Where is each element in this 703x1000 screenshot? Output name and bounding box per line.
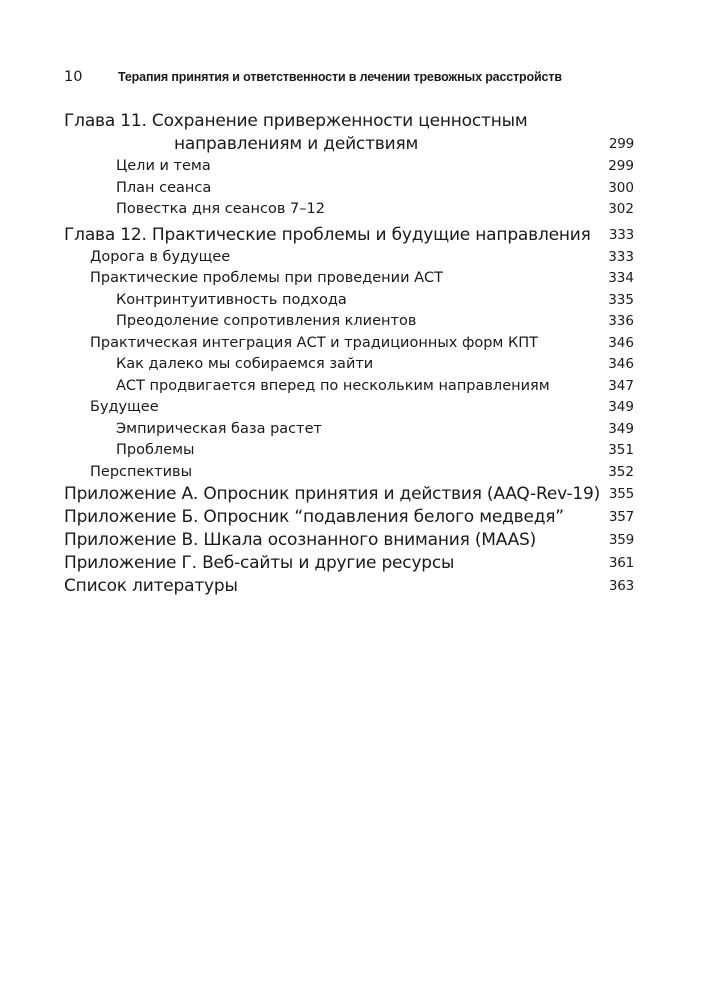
running-title: Терапия принятия и ответственности в лечении тревожных расстройств: [118, 70, 562, 84]
toc-title: АСТ продвигается вперед по нескольким направлениям: [116, 377, 550, 394]
toc-page-number: 363: [608, 578, 634, 594]
toc-item: [64, 354, 634, 376]
toc-page-number: 359: [608, 532, 634, 548]
toc-page-number: 335: [608, 291, 634, 308]
toc-page-number: 302: [608, 201, 634, 217]
toc-title: направлениям и действиям: [174, 134, 419, 154]
toc-page-number: 352: [608, 463, 634, 480]
toc-title: Дорога в будущее: [90, 248, 231, 265]
toc-title: Будущее: [90, 399, 159, 415]
toc-chapter-11-line2: [64, 133, 634, 156]
toc-item: [64, 178, 634, 200]
toc-page-number: 349: [608, 399, 634, 415]
toc-title: Перспективы: [90, 463, 193, 480]
toc-chapter-11-line1: [64, 110, 634, 133]
toc-title: Преодоление сопротивления клиентов: [116, 313, 417, 329]
toc-page-number: 334: [608, 270, 634, 286]
toc-page-number: 361: [608, 555, 634, 571]
toc-item: [64, 376, 634, 398]
toc-page-number: 336: [608, 313, 634, 329]
toc-page-number: 299: [608, 158, 634, 174]
page-header: [64, 69, 639, 91]
toc-appendix: [64, 483, 634, 506]
toc-title: Глава 11. Сохранение приверженности ценностным: [64, 111, 528, 131]
toc-bibliography: [64, 575, 634, 598]
page-number: 10: [64, 69, 83, 85]
toc-chapter-12: [64, 224, 634, 247]
toc-title: Список литературы: [64, 576, 238, 596]
toc-item: [64, 290, 634, 312]
toc-page-number: 346: [608, 334, 634, 351]
toc-item: [64, 462, 634, 484]
toc-page-number: 347: [608, 377, 634, 394]
toc-page-number: 333: [608, 248, 634, 265]
toc-title: Практическая интеграция АСТ и традиционных форм КПТ: [90, 334, 539, 351]
toc-page-number: 300: [608, 179, 634, 196]
toc-title: Приложение А. Опросник принятия и действия (AAQ-Rev-19): [64, 484, 601, 504]
toc-page-number: 299: [608, 136, 634, 152]
toc-title: Практические проблемы при проведении АСТ: [90, 270, 443, 286]
toc-page-number: 355: [608, 486, 634, 502]
toc-appendix: [64, 506, 634, 529]
toc-title: Приложение Г. Веб-сайты и другие ресурсы: [64, 553, 455, 573]
toc-item: [64, 419, 634, 441]
toc-title: Приложение Б. Опросник “подавления белого медведя”: [64, 507, 564, 527]
toc-item: [64, 333, 634, 355]
toc-item: [64, 311, 634, 333]
toc-item: [64, 247, 634, 269]
toc-page-number: 346: [608, 356, 634, 372]
toc-title: Как далеко мы собираемся зайти: [116, 356, 374, 372]
toc-appendix: [64, 552, 634, 575]
toc-page-number: 349: [608, 420, 634, 437]
toc-title: Глава 12. Практические проблемы и будущие направления: [64, 224, 591, 245]
toc-title: Повестка дня сеансов 7–12: [116, 201, 325, 217]
toc-page-number: 357: [608, 509, 634, 525]
toc-item: [64, 397, 634, 419]
toc-item: [64, 156, 634, 178]
toc-item: [64, 440, 634, 462]
toc-title: Контринтуитивность подхода: [116, 291, 347, 308]
toc-item: [64, 199, 634, 221]
toc-title: Проблемы: [116, 442, 195, 458]
toc-appendix: [64, 529, 634, 552]
toc-title: Приложение В. Шкала осознанного внимания (MAAS): [64, 530, 537, 550]
toc-title: План сеанса: [116, 179, 212, 196]
toc-item: [64, 268, 634, 290]
table-of-contents: [64, 110, 634, 598]
toc-page-number: 351: [608, 442, 634, 458]
toc-title: Эмпирическая база растет: [116, 420, 322, 437]
toc-page-number: 333: [608, 226, 634, 243]
toc-title: Цели и тема: [116, 158, 211, 174]
